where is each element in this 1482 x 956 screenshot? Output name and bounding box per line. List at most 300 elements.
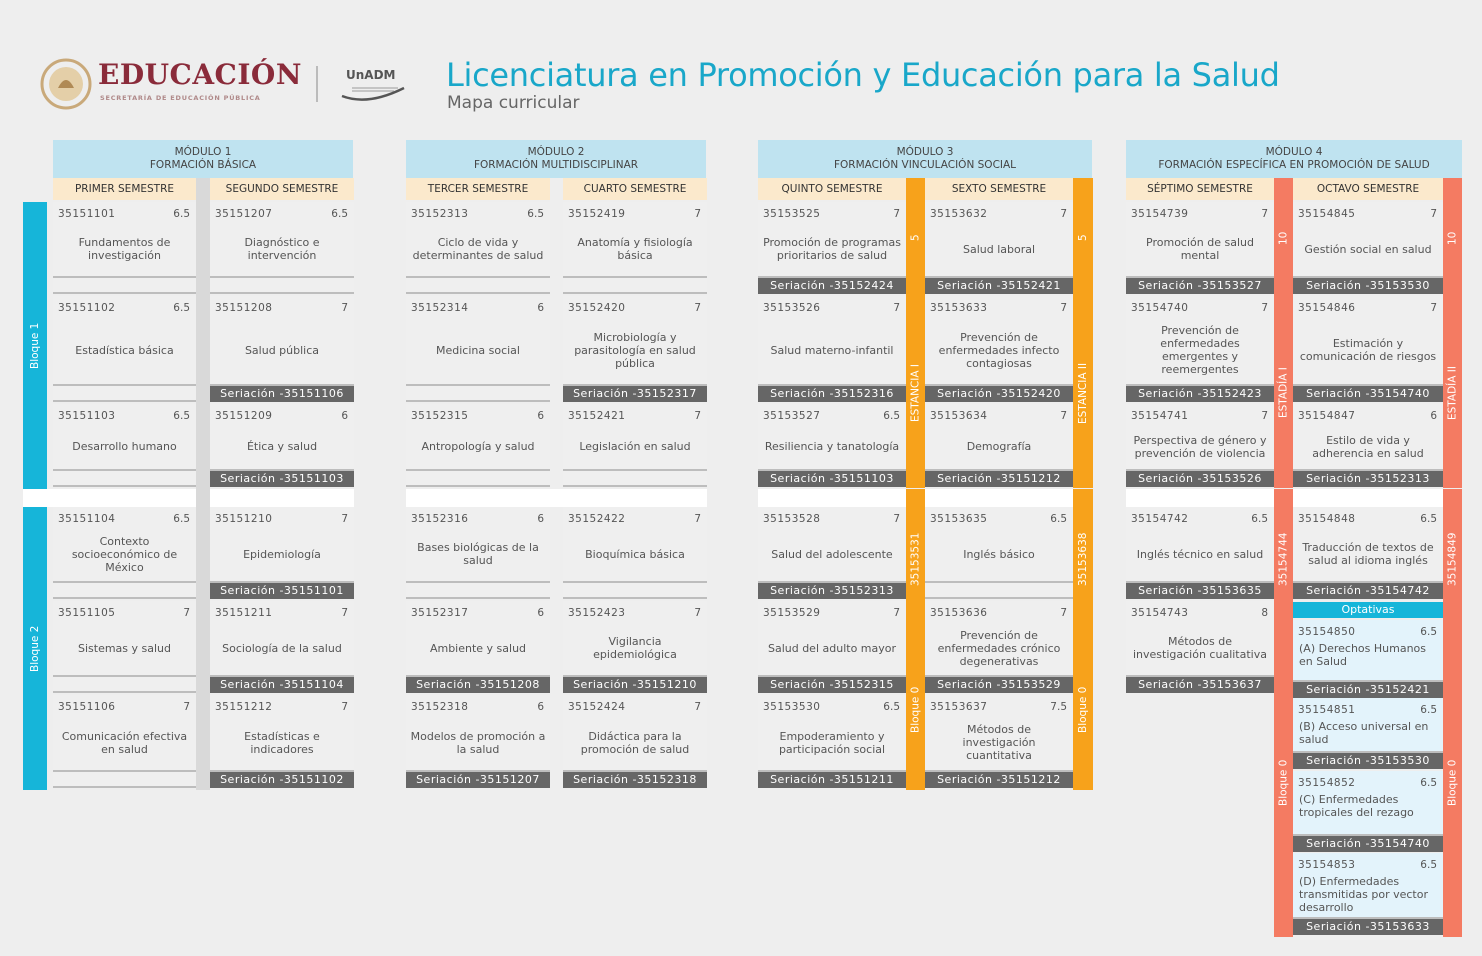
semester-header: SÉPTIMO SEMESTRE: [1126, 178, 1274, 200]
module-subtitle: FORMACIÓN MULTIDISCIPLINAR: [473, 159, 639, 171]
course-cell[interactable]: [563, 296, 707, 386]
seriation-label: Seriación -35152317: [563, 386, 707, 402]
seriation-label: Seriación -35151103: [758, 471, 906, 487]
course-name: Prevención de enfermedades infecto contagiosas: [938, 330, 1060, 370]
course-credits: 6.5: [1251, 513, 1268, 525]
e2-label-top: 5: [1077, 234, 1089, 242]
module-subtitle: FORMACIÓN ESPECÍFICA EN PROMOCIÓN DE SALUD: [1158, 159, 1430, 171]
course-code: 35153634: [930, 410, 988, 422]
course-credits: 7.5: [1050, 701, 1067, 713]
semester-header: SEGUNDO SEMESTRE: [210, 178, 354, 200]
course-code: 35152420: [568, 302, 626, 314]
semester-separator: [196, 178, 210, 790]
course-cell[interactable]: [1126, 601, 1274, 677]
course-name: Epidemiología: [243, 547, 321, 561]
course-code: 35154848: [1298, 513, 1356, 525]
course-name: Modelos de promoción a la salud: [410, 729, 546, 756]
e3-bar-code: [1274, 489, 1293, 629]
course-credits: 7: [893, 607, 900, 619]
course-name: Legislación en salud: [579, 440, 691, 453]
course-name: Prevención de enfermedades emergentes y reemergentes: [1160, 324, 1240, 376]
course-name: Gestión social en salud: [1304, 242, 1432, 256]
course-name: Salud laboral: [962, 242, 1036, 256]
course-name: Vigilancia epidemiológica: [593, 635, 677, 661]
course-credits: 6.5: [1420, 513, 1437, 525]
course-credits: 6: [537, 701, 544, 713]
course-cell[interactable]: [758, 507, 906, 583]
course-code: 35153530: [763, 701, 821, 713]
e1-bar-code: [906, 489, 925, 629]
e4-label-bottom: Bloque 0: [1446, 759, 1459, 807]
course-name: Diagnóstico e intervención: [244, 236, 320, 262]
course-cell[interactable]: [53, 202, 196, 278]
course-cell[interactable]: [1126, 296, 1274, 386]
course-cell[interactable]: [1293, 296, 1443, 386]
course-code: 35153632: [930, 208, 988, 220]
course-cell[interactable]: [925, 404, 1073, 471]
course-code: 35152318: [411, 701, 469, 713]
course-name: (A) Derechos Humanos en Salud: [1299, 642, 1426, 668]
e2-bar-bottom: [1073, 629, 1093, 790]
module-title: MÓDULO 2: [527, 146, 585, 158]
course-code: 35151106: [58, 701, 116, 713]
seriation-label: Seriación -35152313: [1293, 471, 1443, 487]
e3-bar-top: [1274, 178, 1293, 298]
course-code: 35151212: [215, 701, 273, 713]
empty-seriation: [406, 583, 550, 599]
course-code: 35154853: [1298, 859, 1356, 871]
course-name: Microbiología y parasitología en salud pública: [574, 330, 696, 370]
semester-header: QUINTO SEMESTRE: [758, 178, 906, 200]
course-cell[interactable]: [1293, 404, 1443, 471]
e2-label-code: 35153638: [1077, 532, 1089, 586]
course-code: 35152422: [568, 513, 626, 525]
unadm-logo: [338, 66, 408, 106]
semester-header: OCTAVO SEMESTRE: [1293, 178, 1443, 200]
e3-label-bottom: Bloque 0: [1277, 759, 1290, 807]
course-credits: 6.5: [1420, 704, 1437, 716]
block-2-bar: [23, 507, 47, 790]
seriation-label: Seriación -35153530: [1293, 753, 1443, 769]
course-name: Bioquímica básica: [585, 547, 685, 561]
e3-bar-mid: [1274, 298, 1293, 488]
empty-seriation: [406, 278, 550, 294]
course-credits: 6: [537, 513, 544, 525]
seriation-label: Seriación -35152313: [758, 583, 906, 599]
e1-label-code: 35153531: [909, 532, 922, 586]
course-code: 35152424: [568, 701, 626, 713]
seriation-label: Seriación -35151102: [210, 772, 354, 788]
course-credits: 6.5: [173, 410, 190, 422]
course-cell[interactable]: [925, 601, 1073, 677]
logo-main-text: EDUCACIÓN: [98, 58, 302, 91]
course-name: Antropología y salud: [421, 440, 535, 453]
course-cell[interactable]: [1126, 202, 1274, 278]
course-credits: 6: [537, 410, 544, 422]
course-code: 35152421: [568, 410, 626, 422]
sep-logo: [40, 58, 300, 108]
course-code: 35153637: [930, 701, 988, 713]
course-code: 35154850: [1298, 626, 1356, 638]
e4-label-top: 10: [1446, 231, 1459, 245]
course-code: 35154741: [1131, 410, 1189, 422]
course-cell[interactable]: [210, 507, 354, 583]
module-title: MÓDULO 4: [1265, 146, 1323, 158]
course-cell[interactable]: [210, 404, 354, 471]
course-code: 35153635: [930, 513, 988, 525]
course-credits: 7: [1261, 410, 1268, 422]
seriation-label: Seriación -35151101: [210, 583, 354, 599]
course-name: Estilo de vida y adherencia en salud: [1312, 433, 1424, 460]
block-gap: [1126, 489, 1462, 507]
course-credits: 6.5: [883, 701, 900, 713]
course-cell[interactable]: [758, 695, 906, 772]
course-credits: 6.5: [1420, 859, 1437, 871]
course-cell[interactable]: [925, 507, 1073, 583]
seriation-label: Seriación -35152423: [1126, 386, 1274, 402]
course-code: 35152315: [411, 410, 469, 422]
seriation-label: Seriación -35153635: [1126, 583, 1274, 599]
course-code: 35153527: [763, 410, 821, 422]
module-header: [406, 140, 706, 178]
seriation-label: Seriación -35152421: [1293, 682, 1443, 698]
course-name: Sistemas y salud: [77, 641, 172, 655]
e4-label-code: 35154849: [1446, 532, 1459, 586]
course-name: Perspectiva de género y prevención de violencia: [1133, 433, 1267, 460]
course-code: 35154852: [1298, 777, 1356, 789]
course-name: Fundamentos de investigación: [78, 236, 171, 262]
course-code: 35151104: [58, 513, 116, 525]
e4-bar-bottom: [1443, 629, 1462, 937]
seriation-label: Seriación -35153637: [1126, 677, 1274, 693]
course-cell[interactable]: [210, 601, 354, 677]
course-name: Estimación y comunicación de riesgos: [1299, 337, 1437, 363]
module-subtitle: FORMACIÓN BÁSICA: [149, 159, 257, 171]
course-name: Didáctica para la promoción de salud: [580, 729, 690, 756]
course-cell[interactable]: [210, 695, 354, 772]
course-cell[interactable]: [1293, 202, 1443, 278]
seriation-label: Seriación -35153529: [925, 677, 1073, 693]
seriation-label: Seriación -35152420: [925, 386, 1073, 402]
course-code: 35153633: [930, 302, 988, 314]
course-name: Contexto socioeconómico de México: [71, 534, 178, 574]
course-name: Estadísticas e indicadores: [244, 729, 320, 756]
course-cell[interactable]: [563, 404, 707, 471]
course-cell[interactable]: [406, 695, 550, 772]
course-code: 35153526: [763, 302, 821, 314]
e2-bar-code: [1073, 489, 1093, 629]
course-name: Promoción de salud mental: [1146, 236, 1254, 262]
page-title: Licenciatura en Promoción y Educación para la Salud: [446, 56, 1280, 94]
seriation-label: Seriación -35151212: [925, 471, 1073, 487]
empty-seriation: [53, 278, 196, 294]
e1-label-mid: ESTANCIA I: [909, 364, 922, 422]
course-credits: 7: [694, 302, 701, 314]
course-cell[interactable]: [406, 601, 550, 677]
course-code: 35151103: [58, 410, 116, 422]
course-code: 35154739: [1131, 208, 1189, 220]
course-cell[interactable]: [406, 404, 550, 471]
course-code: 35152313: [411, 208, 469, 220]
course-cell[interactable]: [53, 404, 196, 471]
module-title: MÓDULO 1: [174, 146, 232, 158]
course-credits: 6.5: [527, 208, 544, 220]
e4-bar-top: [1443, 178, 1462, 298]
seriation-label: Seriación -35152424: [758, 278, 906, 294]
seriation-label: Seriación -35151104: [210, 677, 354, 693]
e3-bar-bottom: [1274, 629, 1293, 937]
course-credits: 6: [341, 410, 348, 422]
course-credits: 7: [341, 607, 348, 619]
course-code: 35151105: [58, 607, 116, 619]
module-header: [758, 140, 1092, 178]
course-name: Salud del adolescente: [771, 547, 893, 561]
course-name: (D) Enfermedades transmitidas por vector desarrollo: [1299, 875, 1428, 914]
course-credits: 6.5: [1050, 513, 1067, 525]
course-cell[interactable]: [1126, 404, 1274, 471]
optativa-cell[interactable]: [1293, 620, 1443, 682]
block-2-label: Bloque 2: [29, 625, 41, 672]
course-name: Resiliencia y tanatología: [764, 440, 900, 453]
course-cell[interactable]: [406, 202, 550, 278]
course-cell[interactable]: [210, 296, 354, 386]
course-code: 35154743: [1131, 607, 1189, 619]
unadm-logo-text: UnADM: [346, 68, 396, 82]
course-code: 35151211: [215, 607, 273, 619]
course-code: 35152316: [411, 513, 469, 525]
empty-seriation: [563, 278, 707, 294]
empty-seriation: [210, 278, 354, 294]
optativa-cell[interactable]: [1293, 698, 1443, 753]
course-credits: 7: [893, 208, 900, 220]
course-credits: 7: [1430, 208, 1437, 220]
empty-seriation: [53, 471, 196, 487]
block-1-bar: [23, 202, 47, 489]
block-1-label: Bloque 1: [29, 322, 41, 369]
block-gap: [406, 489, 707, 507]
semester-header: CUARTO SEMESTRE: [563, 178, 707, 200]
empty-seriation: [925, 583, 1073, 599]
course-credits: 7: [341, 302, 348, 314]
e3-label-code: 35154744: [1277, 532, 1290, 586]
course-credits: 6: [1430, 410, 1437, 422]
e1-bar-bottom: [906, 629, 925, 790]
course-credits: 6: [537, 607, 544, 619]
empty-seriation: [406, 386, 550, 402]
course-name: Métodos de investigación cualitativa: [1133, 635, 1267, 661]
e3-label-mid: ESTADÍA I: [1277, 367, 1290, 419]
optativas-header: Optativas: [1293, 602, 1443, 618]
seriation-label: Seriación -35152318: [563, 772, 707, 788]
course-code: 35151207: [215, 208, 273, 220]
optativa-cell[interactable]: [1293, 853, 1443, 919]
course-name: Sociología de la salud: [222, 641, 342, 655]
e2-bar-top: [1073, 178, 1093, 298]
course-name: Anatomía y fisiología básica: [577, 236, 693, 262]
e4-bar-code: [1443, 489, 1462, 629]
seriation-label: Seriación -35154740: [1293, 386, 1443, 402]
swoosh-icon: [338, 82, 408, 104]
course-code: 35151208: [215, 302, 273, 314]
course-cell[interactable]: [53, 695, 196, 772]
semester-header: TERCER SEMESTRE: [406, 178, 550, 200]
course-credits: 7: [1060, 208, 1067, 220]
block-gap: [210, 489, 354, 507]
seriation-label: Seriación -35153633: [1293, 919, 1443, 935]
course-cell[interactable]: [758, 296, 906, 386]
course-cell[interactable]: [53, 296, 196, 386]
e1-label-bottom: Bloque 0: [909, 686, 922, 733]
course-cell[interactable]: [563, 601, 707, 677]
course-name: Bases biológicas de la salud: [417, 541, 539, 567]
course-cell[interactable]: [53, 507, 196, 583]
course-credits: 7: [341, 701, 348, 713]
course-credits: 7: [341, 513, 348, 525]
course-credits: 7: [1060, 302, 1067, 314]
course-credits: 7: [1060, 607, 1067, 619]
course-name: Desarrollo humano: [72, 440, 177, 453]
course-name: Promoción de programas prioritarios de salud: [763, 236, 901, 262]
e2-label-mid: ESTANCIA II: [1077, 362, 1089, 424]
course-code: 35152419: [568, 208, 626, 220]
course-code: 35151101: [58, 208, 116, 220]
course-name: Métodos de investigación cuantitativa: [962, 723, 1036, 762]
empty-seriation: [53, 386, 196, 402]
course-cell[interactable]: [758, 601, 906, 677]
course-cell[interactable]: [758, 202, 906, 278]
course-cell[interactable]: [53, 601, 196, 677]
course-name: Empoderamiento y participación social: [778, 729, 886, 756]
course-name: (C) Enfermedades tropicales del rezago: [1299, 793, 1414, 819]
module-header: [1126, 140, 1462, 178]
seriation-label: Seriación -35154740: [1293, 836, 1443, 852]
course-code: 35154846: [1298, 302, 1356, 314]
course-cell[interactable]: [925, 695, 1073, 772]
seriation-label: Seriación -35154742: [1293, 583, 1443, 599]
empty-seriation: [53, 772, 196, 788]
course-credits: 6.5: [883, 410, 900, 422]
course-name: Comunicación efectiva en salud: [61, 729, 188, 756]
course-code: 35154847: [1298, 410, 1356, 422]
course-cell[interactable]: [563, 202, 707, 278]
course-cell[interactable]: [563, 695, 707, 772]
course-credits: 7: [1430, 302, 1437, 314]
empty-seriation: [53, 677, 196, 693]
course-code: 35154845: [1298, 208, 1356, 220]
seal-icon: [40, 58, 92, 110]
course-code: 35151210: [215, 513, 273, 525]
seriation-label: Seriación -35152421: [925, 278, 1073, 294]
course-credits: 6.5: [331, 208, 348, 220]
e2-bar-mid: [1073, 298, 1093, 488]
e1-bar-top: [906, 178, 925, 298]
seriation-label: Seriación -35151210: [563, 677, 707, 693]
course-credits: 7: [1060, 410, 1067, 422]
seriation-label: Seriación -35152315: [758, 677, 906, 693]
course-credits: 7: [694, 410, 701, 422]
course-credits: 6: [537, 302, 544, 314]
logo-divider: [316, 66, 318, 102]
course-code: 35153525: [763, 208, 821, 220]
e2-label-bottom: Bloque 0: [1077, 686, 1089, 733]
block-gap: [23, 489, 196, 507]
seriation-label: Seriación -35153530: [1293, 278, 1443, 294]
course-code: 35153528: [763, 513, 821, 525]
seriation-label: Seriación -35151211: [758, 772, 906, 788]
seriation-label: Seriación -35151208: [406, 677, 550, 693]
seriation-label: Seriación -35151212: [925, 772, 1073, 788]
course-code: 35152314: [411, 302, 469, 314]
course-name: Demografía: [966, 440, 1032, 453]
course-name: Medicina social: [436, 343, 520, 357]
course-name: Salud pública: [244, 343, 320, 357]
course-credits: 6.5: [173, 302, 190, 314]
seriation-label: Seriación -35151106: [210, 386, 354, 402]
page-subtitle: Mapa curricular: [447, 93, 580, 113]
course-cell[interactable]: [210, 202, 354, 278]
course-code: 35154740: [1131, 302, 1189, 314]
module-header: [53, 140, 353, 178]
course-name: Estadística básica: [75, 343, 174, 357]
course-credits: 7: [694, 513, 701, 525]
course-name: Ética y salud: [246, 440, 318, 453]
course-cell[interactable]: [758, 404, 906, 471]
e1-label-top: 5: [909, 234, 922, 242]
course-name: Ambiente y salud: [429, 641, 527, 655]
course-cell[interactable]: [1293, 507, 1443, 583]
seriation-label: Seriación -35153526: [1126, 471, 1274, 487]
course-cell[interactable]: [925, 202, 1073, 278]
course-name: Salud del adulto mayor: [767, 641, 897, 655]
e1-bar-mid: [906, 298, 925, 488]
seriation-label: Seriación -35151103: [210, 471, 354, 487]
course-credits: 6.5: [1420, 626, 1437, 638]
course-code: 35151102: [58, 302, 116, 314]
course-credits: 8: [1261, 607, 1268, 619]
course-credits: 6.5: [1420, 777, 1437, 789]
course-cell[interactable]: [1126, 507, 1274, 583]
course-code: 35154742: [1131, 513, 1189, 525]
course-cell[interactable]: [406, 507, 550, 583]
course-code: 35151209: [215, 410, 273, 422]
course-cell[interactable]: [925, 296, 1073, 386]
course-code: 35152317: [411, 607, 469, 619]
course-cell[interactable]: [563, 507, 707, 583]
course-credits: 7: [1261, 208, 1268, 220]
course-credits: 7: [694, 208, 701, 220]
empty-seriation: [406, 471, 550, 487]
course-name: Inglés técnico en salud: [1136, 547, 1264, 561]
optativa-cell[interactable]: [1293, 771, 1443, 836]
semester-header: SEXTO SEMESTRE: [925, 178, 1073, 200]
e4-label-mid: ESTADÍA II: [1446, 366, 1459, 420]
course-credits: 7: [893, 302, 900, 314]
course-code: 35154851: [1298, 704, 1356, 716]
course-code: 35153636: [930, 607, 988, 619]
course-credits: 6.5: [173, 208, 190, 220]
course-credits: 7: [1261, 302, 1268, 314]
seriation-label: Seriación -35153527: [1126, 278, 1274, 294]
e4-bar-mid: [1443, 298, 1462, 488]
course-name: Ciclo de vida y determinantes de salud: [412, 236, 544, 262]
empty-seriation: [563, 471, 707, 487]
course-credits: 7: [694, 607, 701, 619]
seriation-label: Seriación -35151207: [406, 772, 550, 788]
course-cell[interactable]: [406, 296, 550, 386]
logo-sub-text: SECRETARÍA DE EDUCACIÓN PÚBLICA: [100, 94, 261, 102]
course-credits: 7: [183, 607, 190, 619]
course-name: Traducción de textos de salud al idioma inglés: [1302, 541, 1434, 567]
